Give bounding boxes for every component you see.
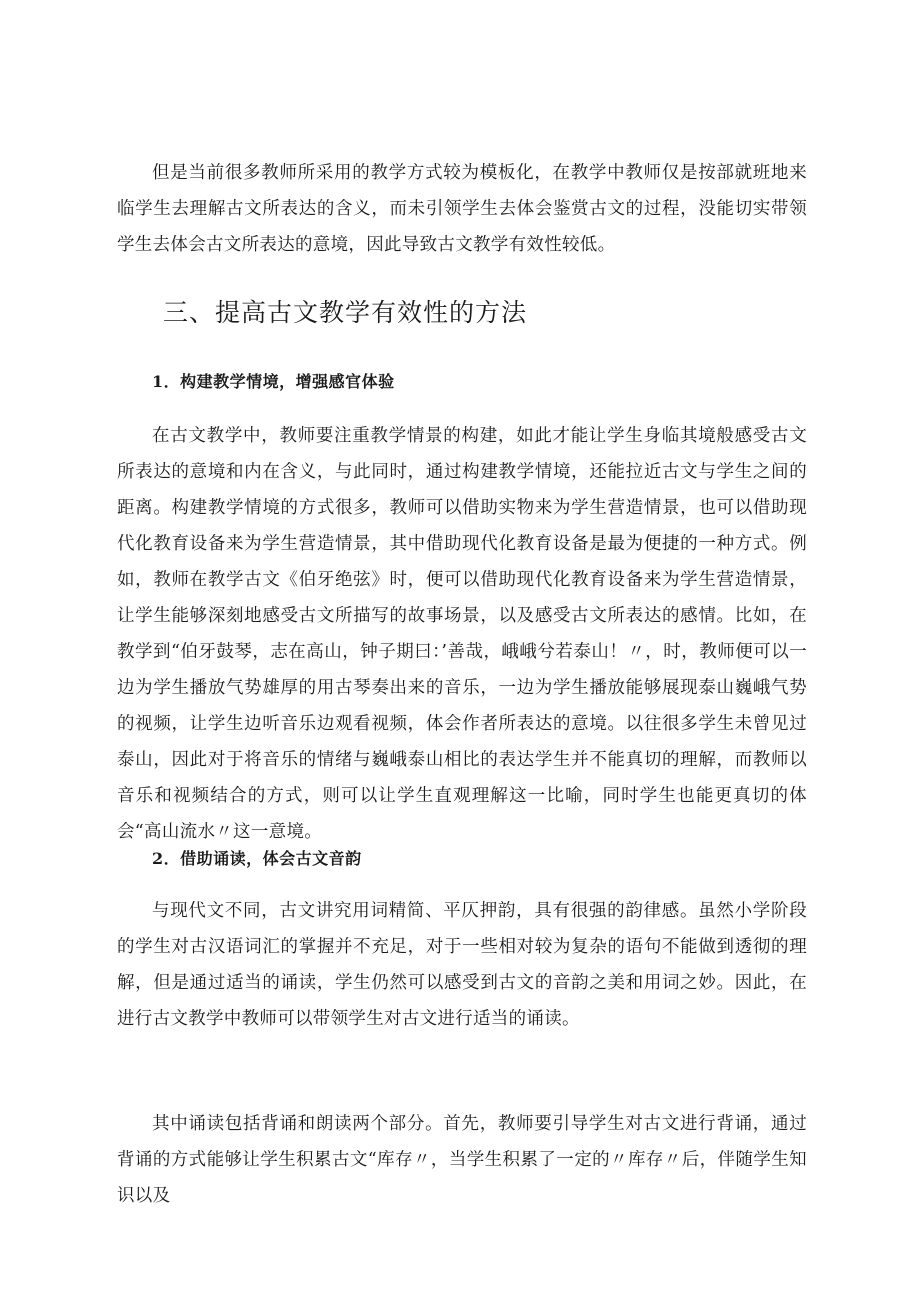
subsection-2-body: 与现代文不同，古文讲究用词精简、平仄押韵，具有很强的韵律感。虽然小学阶段的学生对古汉语词汇的掌握并不充足，对于一些相对较为复杂的语句不能做到透彻的理解，但是通过适当的诵读，学生仍然可以感受到古文的音韵之美和用词之妙。因此，在进行古文教学中教师可以带领学生对古文进行适当的诵读。 xyxy=(117,901,807,1029)
subsection-2-heading: 2．借助诵读，体会古文音韵 xyxy=(152,849,362,868)
section-title: 三、提高古文教学有效性的方法 xyxy=(163,298,528,327)
subsection-1-body: 在古文教学中，教师要注重教学情景的构建，如此才能让学生身临其境般感受古文所表达的意境和内在含义，与此同时，通过构建教学情境，还能拉近古文与学生之间的距离。构建教学情境的方式很多，教师可以借助实物来为学生营造情景，也可以借助现代化教育设备来为学生营造情景，其中借助现代化教育设备是最为便捷的一种方式。例如，教师在教学古文《伯牙绝弦》时，便可以借助现代化教育设备来为学生营造情景，让学生能够深刻地感受古文所描写的故事场景，以及感受古文所表达的感情。比如，在教学到“伯牙鼓琴，志在高山，钟子期曰：’善哉，峨峨兮若泰山！〃，时，教师便可以一边为学生播放气势雄厚的用古琴奏出来的音乐，一边为学生播放能够展现泰山巍峨气势的视频，让学生边听音乐边观看视频，体会作者所表达的意境。以往很多学生未曾见过泰山，因此对于将音乐的情绪与巍峨泰山相比的表达学生并不能真切的理解，而教师以音乐和视频结合的方式，则可以让学生直观理解这一比喻，同时学生也能更真切的体会“高山流水〃这一意境。 xyxy=(117,426,807,842)
intro-paragraph: 但是当前很多教师所采用的教学方式较为模板化，在教学中教师仅是按部就班地来临学生去理解古文所表达的含义，而未引领学生去体会鉴赏古文的过程，没能切实带领学生去体会古文所表达的意境，因此导致古文教学有效性较低。 xyxy=(117,163,807,255)
subsection-1-heading: 1．构建教学情境，增强感官体验 xyxy=(152,372,395,391)
subsection-2-body-continued: 其中诵读包括背诵和朗读两个部分。首先，教师要引导学生对古文进行背诵，通过背诵的方式能够让学生积累古文“库存〃，当学生积累了一定的〃库存〃后，伴随学生知识以及 xyxy=(117,1114,807,1206)
